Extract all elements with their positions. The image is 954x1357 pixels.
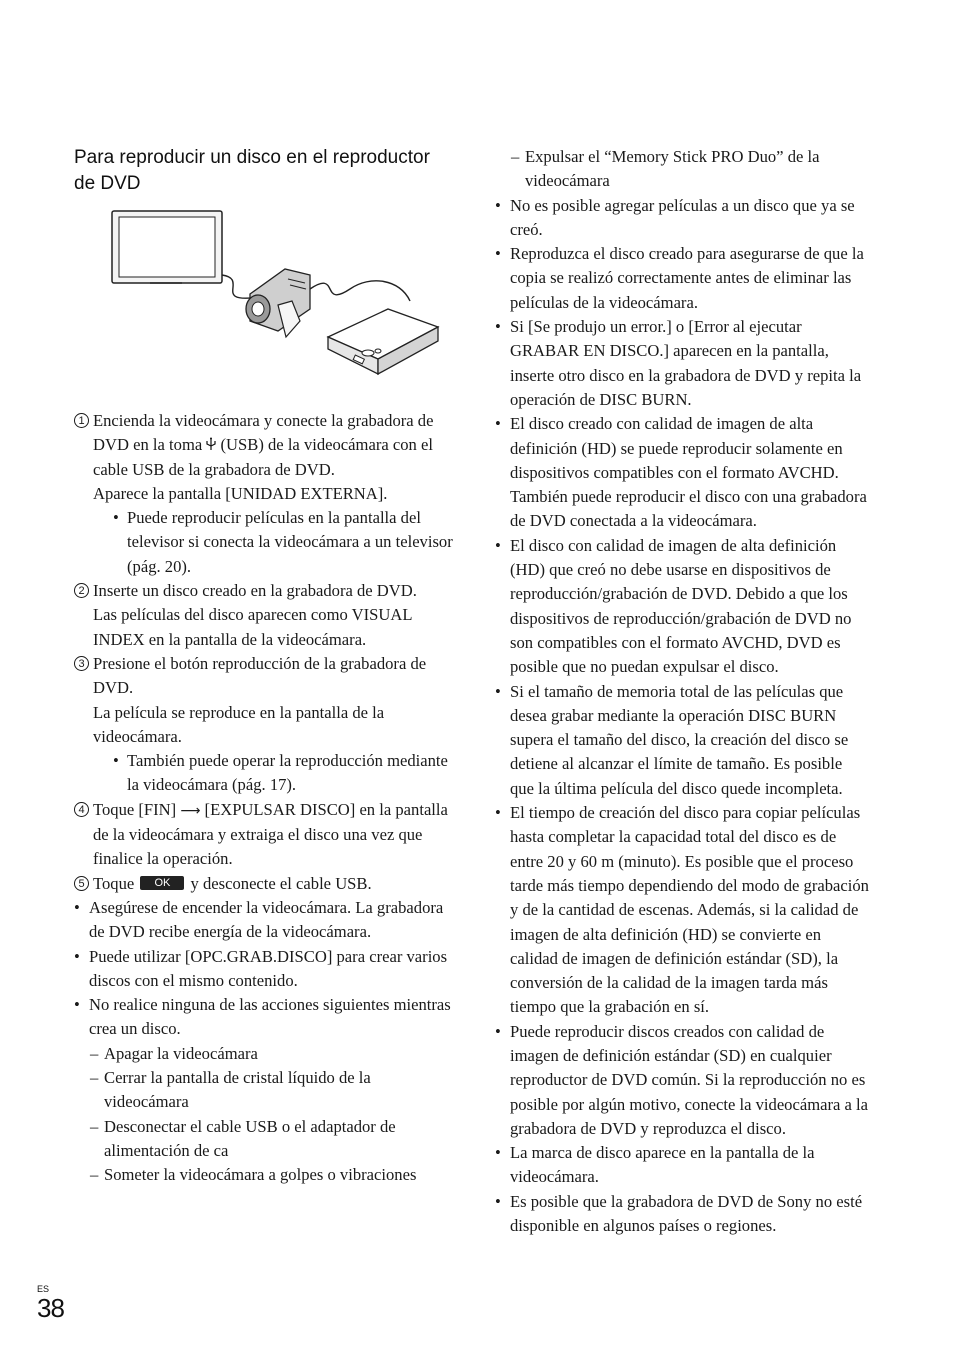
connection-illustration (110, 209, 450, 389)
dash-item-text: Apagar la videocámara (104, 1043, 258, 1063)
step-3 (74, 652, 454, 798)
step-number: 2 (74, 583, 89, 598)
step-note: Las películas del disco aparecen como VISUAL INDEX en la pantalla de la videocámara. (93, 605, 412, 649)
step-text: Presione el botón reproducción de la grabadora de DVD. (93, 653, 427, 698)
list-item: • La marca de disco aparece en la pantalla de la videocámara. (495, 1141, 870, 1190)
step-bullet: • También puede operar la reproducción mediante la videocámara (pág. 17). (93, 749, 454, 798)
section-heading: Para reproducir un disco en el reproductor de DVD (74, 147, 430, 194)
step-text: Inserte un disco creado en la grabadora de DVD. (93, 581, 417, 601)
step-number: 4 (74, 802, 89, 817)
ok-button-icon: OK (140, 876, 184, 890)
list-item: • El disco con calidad de imagen de alta definición (HD) que creó no debe usarse en dispositivos de reproducción/grabación de DVD. Debido a que los dispositivos de reproducción/grabación de DVD no son compatibles con el formato AVCHD, DVD es posible que no puedan expulsar el disco. (495, 534, 870, 680)
step-text: Encienda la videocámara y conecte la grabadora de DVD en la toma (93, 411, 434, 455)
step-text-a: Toque [FIN] (93, 799, 181, 819)
step-number: 1 (74, 413, 89, 428)
dash-item-text: Expulsar el “Memory Stick PRO Duo” de la videocámara (525, 147, 820, 191)
step-text-a: Toque (93, 873, 139, 893)
dash-item: – Someter la videocámara a golpes o vibraciones (90, 1165, 417, 1185)
list-item: • No es posible agregar películas a un disco que ya se creó. (495, 194, 870, 243)
dvd-burner-icon (328, 309, 438, 374)
step-2 (74, 579, 454, 652)
step-1 (74, 409, 454, 579)
step-note: Aparece la pantalla [UNIDAD EXTERNA]. (93, 483, 388, 503)
step-number: 5 (74, 876, 89, 891)
list-item: • Es posible que la grabadora de DVD de Sony no esté disponible en algunos países o regiones. (495, 1190, 870, 1239)
right-arrow-icon: ⟶ (180, 802, 201, 819)
dash-item: – Apagar la videocámara (90, 1043, 258, 1063)
tv-icon (112, 211, 222, 283)
right-column (495, 145, 870, 1238)
list-item: • El tiempo de creación del disco para copiar películas hasta completar la capacidad total del disco es de entre 20 y 60 m (minuto). Es posible que el proceso tarde más tiempo dependiendo del modo de grabación y de la cantidad de escenas. Además, si la calidad de imagen de alta definición (HD) se convierte en calidad de imagen de definición estándar (SD), la conversión de la calidad de la imagen tarda más tiempo que la grabación en sí. (495, 801, 870, 1020)
list-item: • Si [Se produjo un error.] o [Error al ejecutar GRABAR EN DISCO.] aparecen en la pantalla, inserte otro disco en la grabadora de DVD y repita la operación de DISC BURN. (495, 315, 870, 412)
list-item: • Si el tamaño de memoria total de las películas que desea grabar mediante la operación DISC BURN supera el tamaño del disco, la creación del disco se detiene al alcanzar el límite de tamaño. Es posible que la última película del disco quede incompleta. (495, 680, 870, 801)
usb-trident-icon (206, 435, 216, 454)
dash-item: – Desconectar el cable USB o el adaptador de alimentación de ca (90, 1116, 396, 1160)
step-4 (74, 798, 454, 872)
camcorder-icon (246, 269, 310, 337)
step-bullet: • Puede reproducir películas en la pantalla del televisor si conecta la videocámara a un televisor (pág. 20). (93, 506, 454, 579)
dash-item-text: Someter la videocámara a golpes o vibraciones (104, 1165, 417, 1185)
step-5 (74, 872, 454, 896)
tv-camcorder-dvd-illustration (110, 209, 450, 389)
dash-item: – Cerrar la pantalla de cristal líquido de la videocámara (90, 1068, 371, 1112)
dash-item-text: Desconectar el cable USB o el adaptador de alimentación de ca (104, 1116, 396, 1160)
step-number: 3 (74, 656, 89, 671)
page-number: 38 (37, 1293, 64, 1323)
list-item: • Asegúrese de encender la videocámara. La grabadora de DVD recibe energía de la videocámara. (74, 896, 454, 945)
dash-item: – Expulsar el “Memory Stick PRO Duo” de la videocámara (511, 147, 820, 191)
list-item: • Puede reproducir discos creados con calidad de imagen de definición estándar (SD) en cualquier reproductor de DVD común. Si la reproducción no es posible por algún motivo, conecte la videocámara a la grabadora de DVD y reproduzca el disco. (495, 1020, 870, 1141)
step-text-b: y desconecte el cable USB. (186, 873, 372, 893)
dash-item-text: Cerrar la pantalla de cristal líquido de la videocámara (104, 1068, 371, 1112)
list-item: • Puede utilizar [OPC.GRAB.DISCO] para crear varios discos con el mismo contenido. (74, 945, 454, 994)
left-column (74, 145, 454, 1188)
list-item: • El disco creado con calidad de imagen de alta definición (HD) se puede reproducir solamente en dispositivos compatibles con el formato AVCHD. También puede reproducir el disco con una grabadora de DVD conectada a la videocámara. (495, 412, 870, 533)
step-text-b: [EXPULSAR DISCO] en la pantalla de la videocámara y extraiga el disco una vez que finalice la operación. (93, 799, 448, 869)
footer-language: ES (37, 1284, 50, 1294)
list-item: • Reproduzca el disco creado para asegurarse de que la copia se realizó correctamente antes de eliminar las películas de la videocámara. (495, 242, 870, 315)
step-note: La película se reproduce en la pantalla de la videocámara. (93, 702, 385, 746)
step-text-usb: (USB) de la videocámara con el cable USB de la grabadora de DVD. (93, 435, 433, 479)
list-item: • No realice ninguna de las acciones siguientes mientras crea un disco. (74, 993, 454, 1042)
